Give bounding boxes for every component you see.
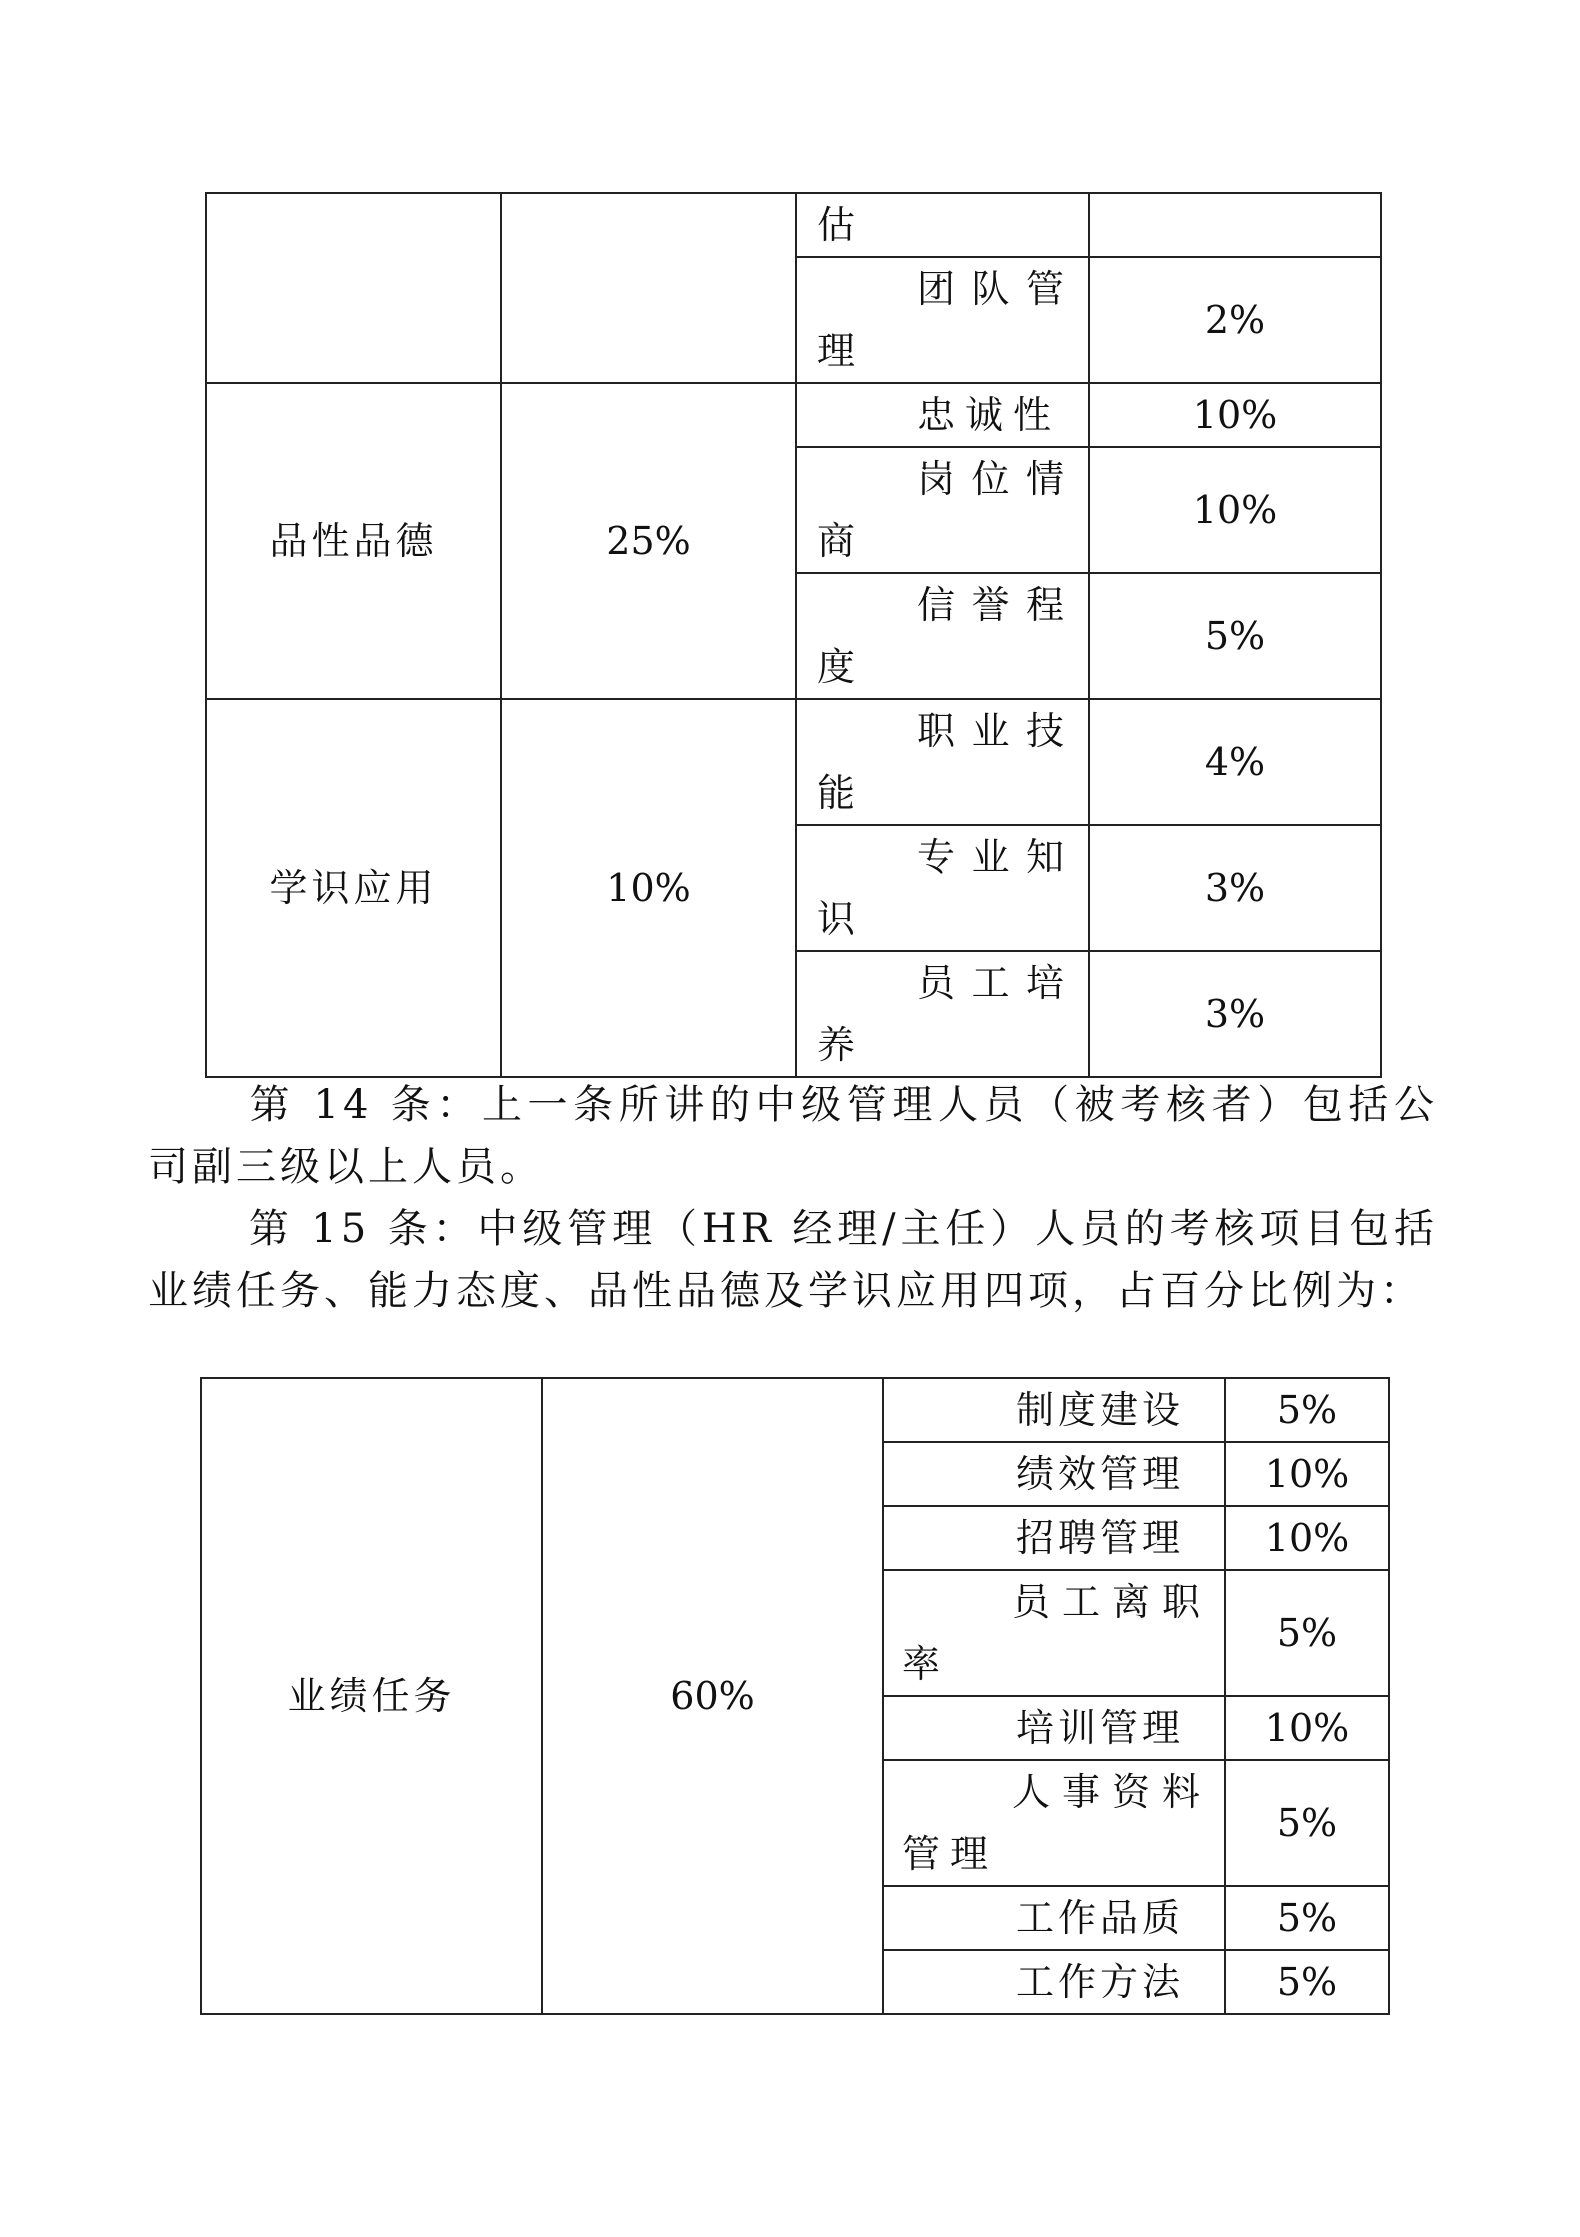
category-cell-empty — [206, 193, 501, 383]
weight-cell: 10% — [1089, 383, 1381, 447]
weight-cell: 5% — [1225, 1760, 1389, 1886]
item-cell: 忠诚性 — [796, 383, 1089, 447]
item-cell: 信誉程度 — [796, 573, 1089, 699]
weight-cell: 10% — [1225, 1506, 1389, 1570]
item-cell: 绩效管理 — [883, 1442, 1225, 1506]
weight-cell: 5% — [1225, 1950, 1389, 2014]
item-cell: 制度建设 — [883, 1378, 1225, 1442]
weight-cell: 10% — [1225, 1696, 1389, 1760]
item-cell: 岗位情商 — [796, 447, 1089, 573]
paragraph-article-15 — [148, 1198, 1438, 1322]
hr-manager-appraisal-table — [200, 1377, 1390, 2015]
paragraph-text: 第 15 条：中级管理（HR 经理/主任）人员的考核项目包括业绩任务、能力态度、品性品德及学识应用四项，占百分比例为： — [148, 1206, 1438, 1314]
item-cell: 职业技能 — [796, 699, 1089, 825]
category-name: 品性品德 — [206, 383, 501, 699]
item-cell: 培训管理 — [883, 1696, 1225, 1760]
category-name: 学识应用 — [206, 699, 501, 1077]
item-cell: 员工培养 — [796, 951, 1089, 1077]
weight-cell — [1089, 193, 1381, 257]
paragraph-article-14 — [148, 1074, 1438, 1198]
item-cell: 专业知识 — [796, 825, 1089, 951]
category-weight: 10% — [501, 699, 796, 1077]
item-cell: 估 — [796, 193, 1089, 257]
weight-cell: 2% — [1089, 257, 1381, 383]
weight-cell: 3% — [1089, 951, 1381, 1077]
item-cell: 人事资料管理 — [883, 1760, 1225, 1886]
weight-cell: 5% — [1225, 1886, 1389, 1950]
category-weight: 60% — [542, 1378, 883, 2014]
appraisal-table-continued — [205, 192, 1382, 1078]
weight-cell: 5% — [1225, 1378, 1389, 1442]
category-name: 业绩任务 — [201, 1378, 542, 2014]
weight-cell: 10% — [1225, 1442, 1389, 1506]
item-cell: 团队管理 — [796, 257, 1089, 383]
item-cell: 员工离职率 — [883, 1570, 1225, 1696]
category-weight-cell-empty — [501, 193, 796, 383]
paragraph-text: 第 14 条：上一条所讲的中级管理人员（被考核者）包括公司副三级以上人员。 — [148, 1082, 1438, 1190]
weight-cell: 4% — [1089, 699, 1381, 825]
item-cell: 招聘管理 — [883, 1506, 1225, 1570]
category-weight: 25% — [501, 383, 796, 699]
weight-cell: 5% — [1089, 573, 1381, 699]
item-cell: 工作品质 — [883, 1886, 1225, 1950]
weight-cell: 5% — [1225, 1570, 1389, 1696]
item-cell: 工作方法 — [883, 1950, 1225, 2014]
weight-cell: 3% — [1089, 825, 1381, 951]
weight-cell: 10% — [1089, 447, 1381, 573]
